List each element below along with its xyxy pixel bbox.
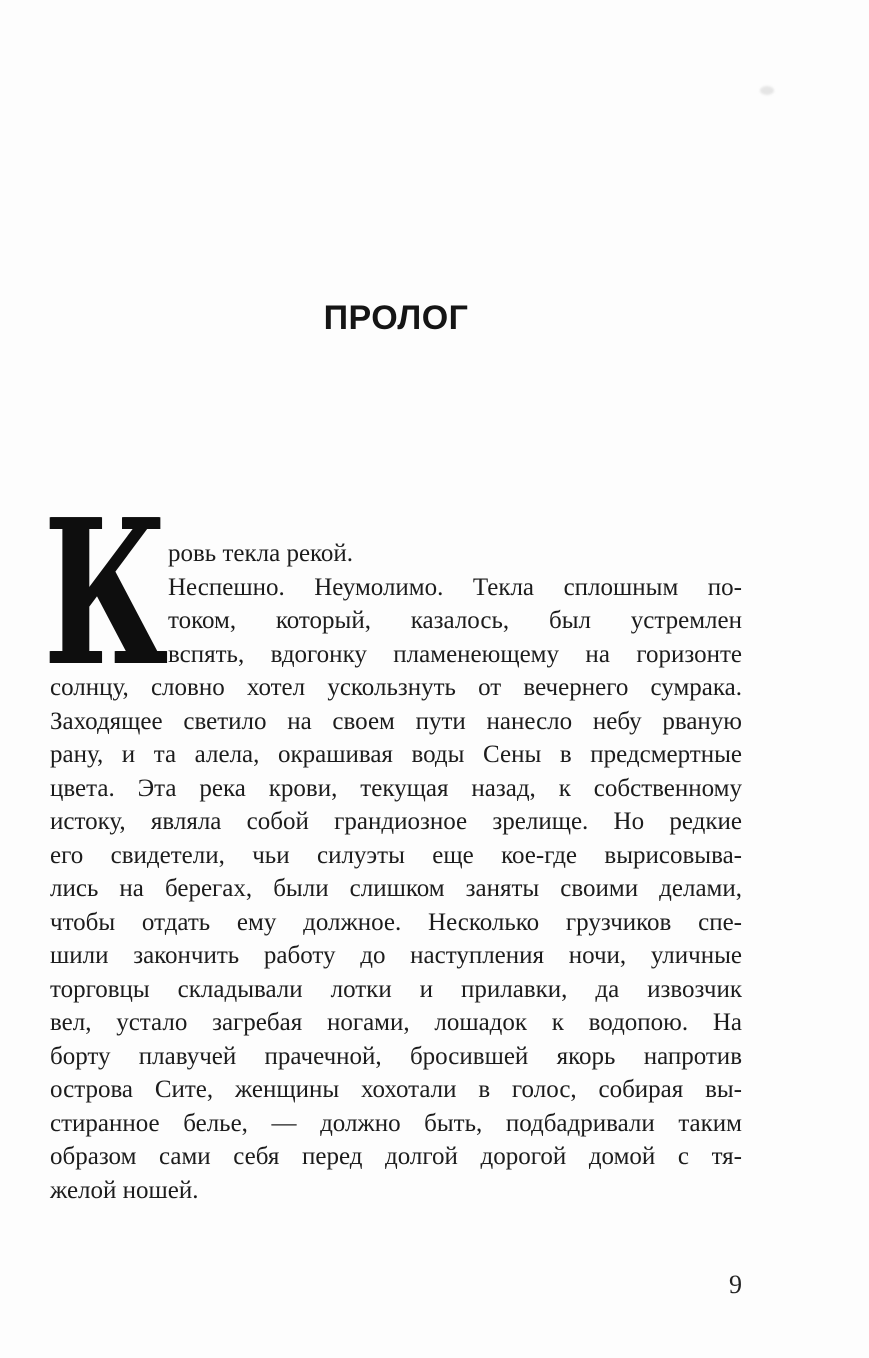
scan-artifact-mark xyxy=(760,86,774,95)
text-line: истоку, являла собой грандиозное зрелище. Но редкие xyxy=(50,808,742,835)
text-line: лись на берегах, были слишком заняты своими делами, xyxy=(50,875,742,902)
text-line: острова Сите, женщины хохотали в голос, собирая вы- xyxy=(50,1076,742,1103)
chapter-heading: ПРОЛОГ xyxy=(323,299,469,337)
text-line: шили закончить работу до наступления ночи, уличные xyxy=(50,942,742,969)
text-line: током, который, казалось, был устремлен xyxy=(168,607,742,634)
drop-cap xyxy=(44,476,168,711)
text-line: вспять, вдогонку пламенеющему на горизонте xyxy=(168,640,742,668)
text-line: рану, и та алела, окрашивая воды Сены в предсмертные xyxy=(50,741,742,768)
drop-cap-letter: К xyxy=(44,476,168,711)
text-line: Неспешно. Неумолимо. Текла сплошным по- xyxy=(168,573,742,601)
text-line: цвета. Эта река крови, текущая назад, к собственному xyxy=(50,774,742,802)
text-line: борту плавучей прачечной, бросившей якорь напротив xyxy=(50,1042,742,1070)
text-line: ровь текла рекой. xyxy=(168,540,354,567)
text-line: образом сами себя перед долгой дорогой домой с тя- xyxy=(50,1143,742,1170)
text-line: Заходящее светило на своем пути нанесло небу рваную xyxy=(50,707,742,735)
text-line: вел, устало загребая ногами, лошадок к водопою. На xyxy=(50,1009,742,1036)
text-line: стиранное белье, — должно быть, подбадривали таким xyxy=(50,1109,742,1137)
text-line: желой ношей. xyxy=(50,1176,199,1204)
page-number: 9 xyxy=(729,1270,742,1299)
body-text-block xyxy=(44,476,742,1207)
text-line: торговцы складывали лотки и прилавки, да извозчик xyxy=(50,975,742,1003)
text-line: солнцу, словно хотел ускользнуть от вечернего сумрака. xyxy=(50,674,742,701)
text-line: чтобы отдать ему должное. Несколько грузчиков спе- xyxy=(50,908,742,936)
text-line: его свидетели, чьи силуэты еще кое-где вырисовыва- xyxy=(50,841,742,869)
